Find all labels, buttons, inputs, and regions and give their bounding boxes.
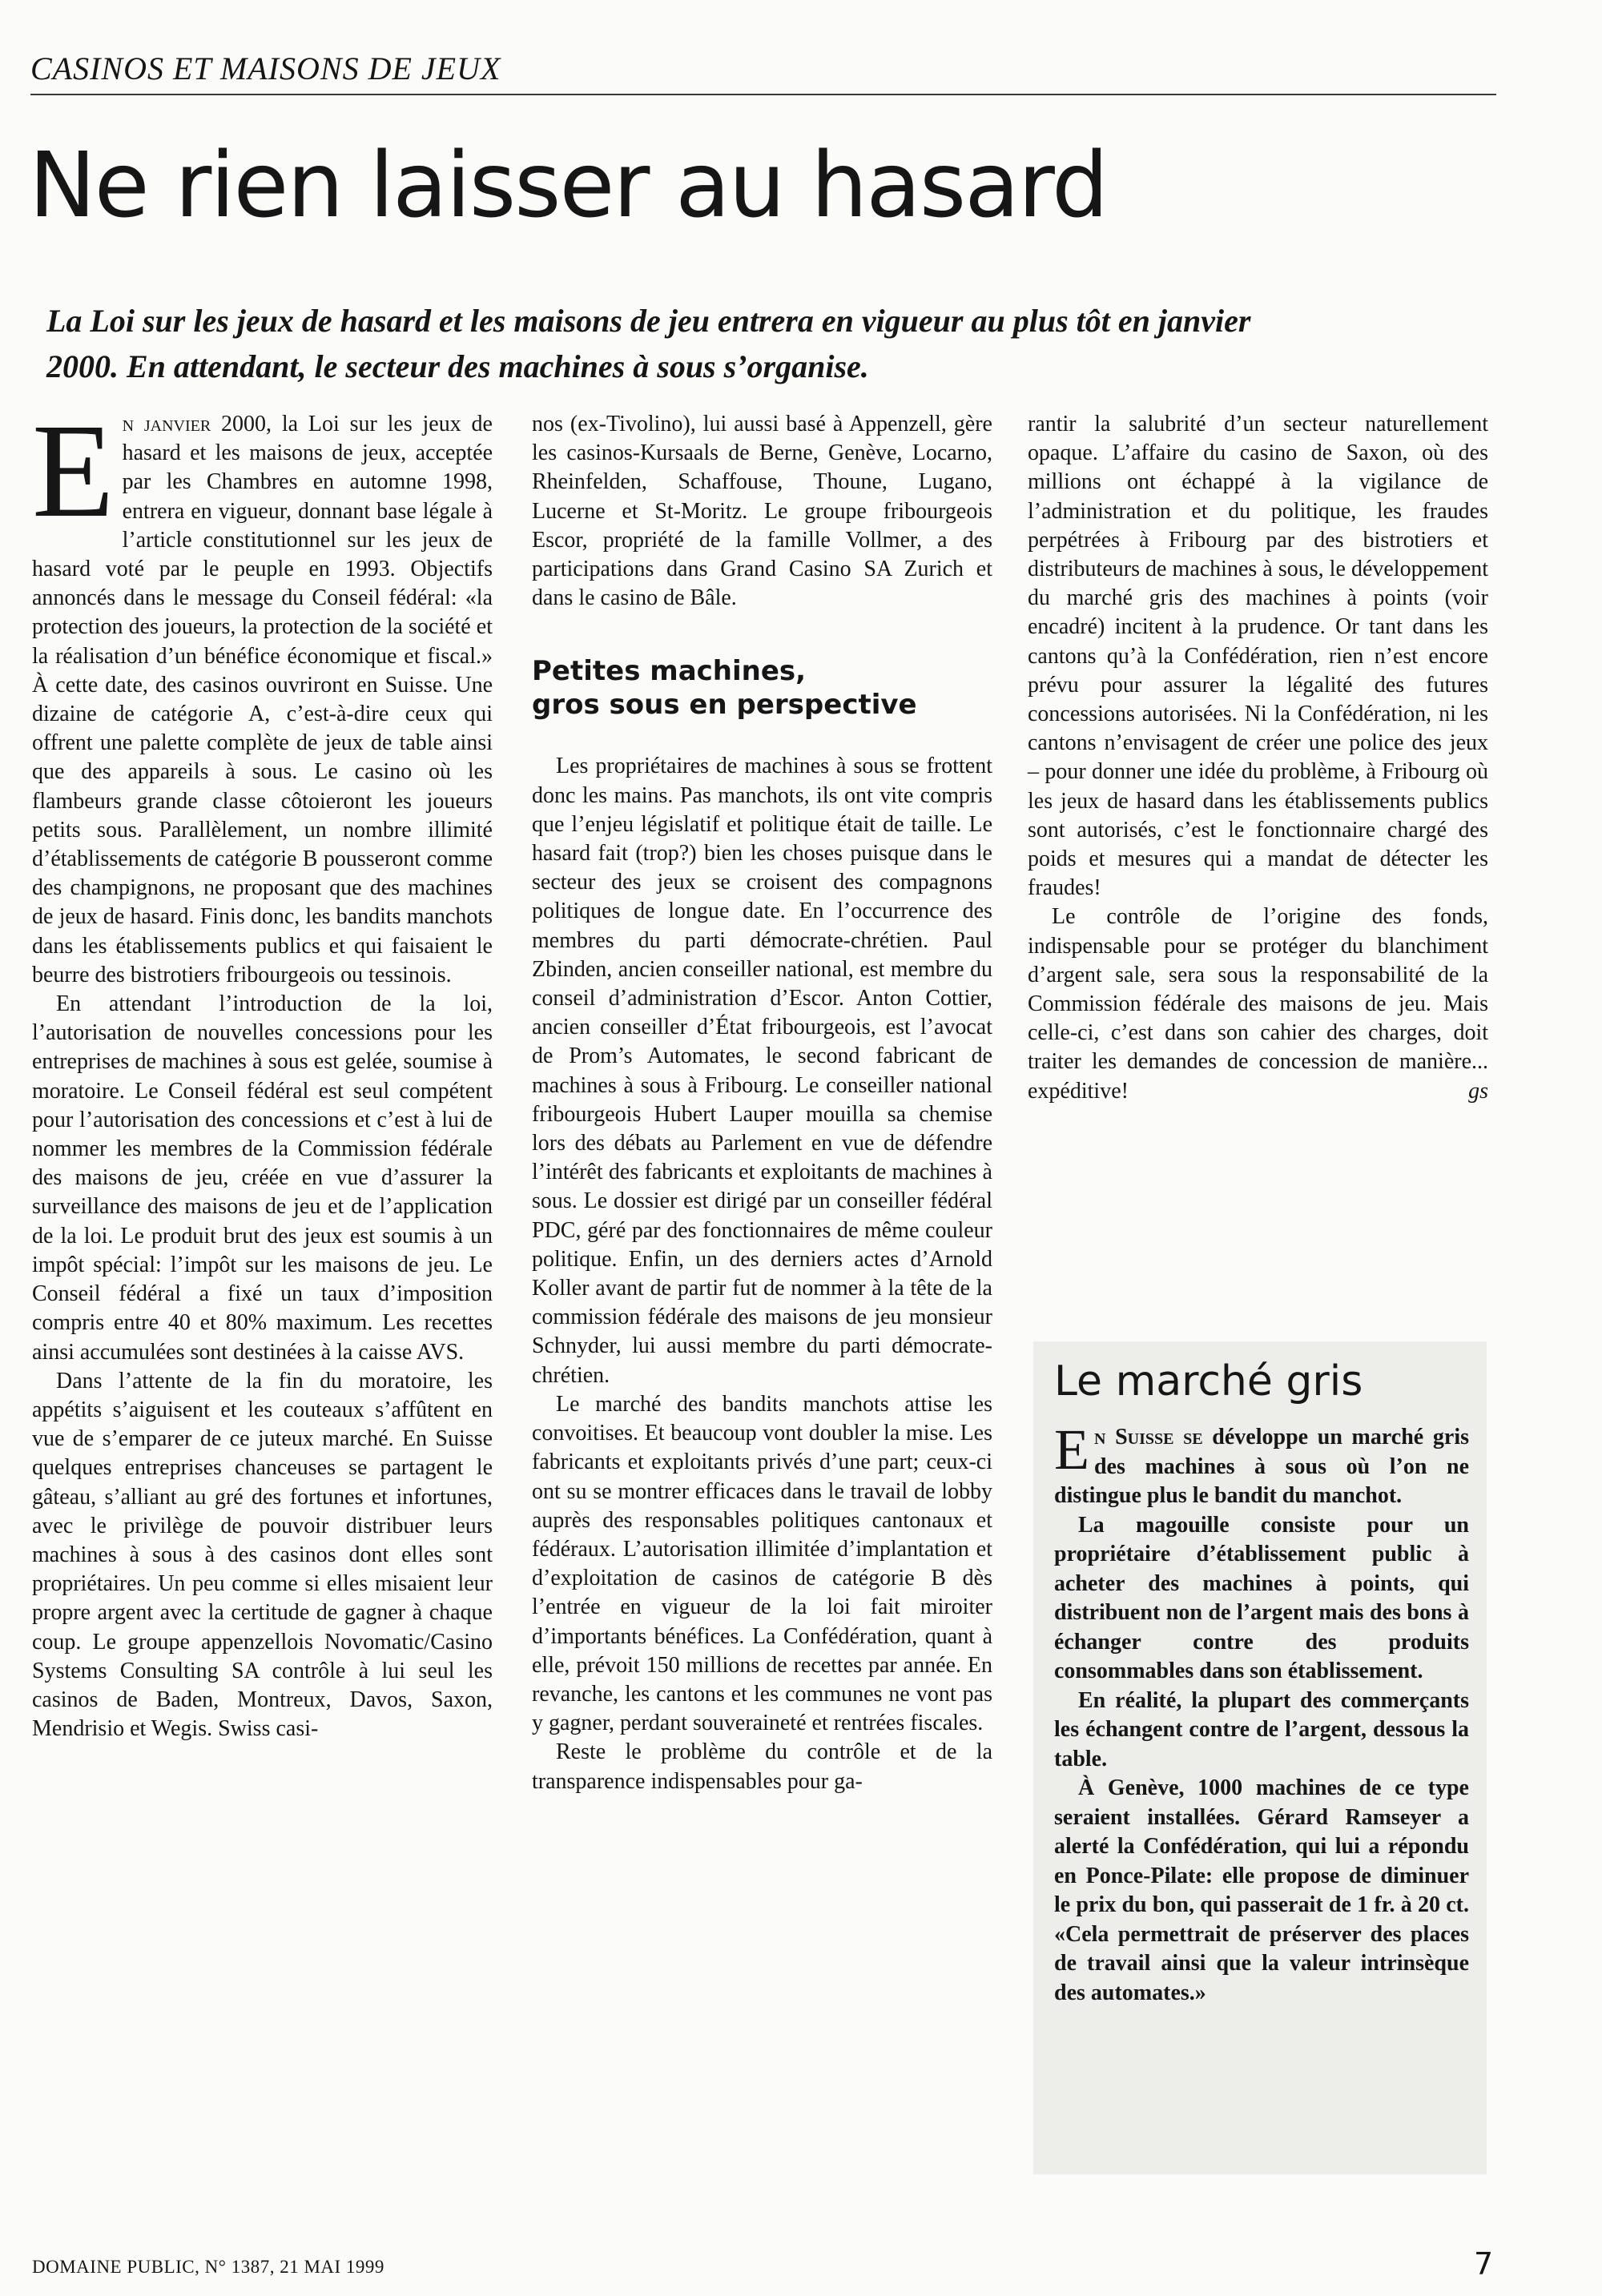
paragraph-text: Le contrôle de l’origine des fonds, indispensable pour se protéger du blanchiment d’argent sale, sera sous la responsabilité de la Commission fédérale des maisons de jeu. Mais celle-ci, c’est dans son cahier des charges, doit traiter les demandes de concession de manière... expéditive! [1028,904,1488,1104]
box-paragraph: La magouille consiste pour un propriétaire d’établissement public à acheter des machines à points, qui distribuent non de l’argent mais des bons à échanger contre des produits consommables dans son établissement. [1054,1512,1469,1683]
article-paragraph [32,396,493,990]
article-subhead [532,654,992,722]
article-paragraph: Les propriétaires de machines à sous se frottent donc les mains. Pas manchots, ils ont vite compris que l’enjeu législatif et politique était de taille. Le hasard fait (trop?) bien les choses puisque dans le secteur des jeux se croisent des compagnons politiques de longue date. En l’occurrence des membres du parti démocrate-chrétien. Paul Zbinden, ancien conseiller national, est membre du conseil d’administration d’Escor. Anton Cottier, ancien conseiller d’État fribourgeois, est l’avocat de Prom’s Automates, le second fabricant de machines à sous à Fribourg. Le conseiller national fribourgeois Hubert Lauper mouilla sa chemise lors des débats au Parlement en vue de défendre l’intérêt des fabricants et exploitants de machines à sous. Le dossier est dirigé par un conseiller fédéral PDC, géré par des fonctionnaires de même couleur politique. Enfin, un des derniers actes d’Arnold Koller avant de partir fut de nommer à la tête de la commission fédérale des maisons de jeu monsieur Schnyder, lui aussi membre du parti démocrate-chrétien. [532,754,992,1388]
article-column-1 [32,396,493,1743]
article-column-3 [1028,410,1488,1106]
article-paragraph [1028,903,1488,1105]
drop-cap: E [32,396,115,545]
paragraph-text: développe un marché gris des machines à sous où l’on ne distingue plus le bandit du manchot. [1054,1425,1470,1508]
publication-footer: DOMAINE PUBLIC, N° 1387, 21 MAI 1999 [32,2257,384,2277]
box-paragraph: En réalité, la plupart des commerçants les échangent contre de l’argent, dessous la table. [1054,1687,1469,1771]
article-headline: Ne rien laisser au hasard [29,134,1108,238]
article-paragraph: En attendant l’introduction de la loi, l’autorisation de nouvelles concessions pour les entreprises de machines à sous est gelée, soumise à moratoire. Le Conseil fédéral est seul compétent pour l’autorisation des concessions et c’est à lui de nommer les membres de la Commission fédérale des maisons de jeu, créée en vue d’assurer la surveillance des maisons de jeu et de l’application de la loi. Le produit brut des jeux est soumis à un impôt spécial: l’impôt sur les maisons de jeu. Le Conseil fédéral a fixé un taux d’imposition compris entre 40 et 80% maximum. Les recettes ainsi accumulées sont destinées à la caisse AVS. [32,991,493,1365]
box-paragraph [1054,1417,1470,1511]
article-paragraph: Le marché des bandits manchots attise les convoitises. Et beaucoup vont doubler la mise. Les fabricants et exploitants privés d’une part; ceux-ci ont su se montrer efficaces dans le travail de lobby auprès des responsables politiques cantonaux et fédéraux. L’autorisation illimitée d’implantation et d’exploitation de casinos de catégorie B dès l’entrée en vigueur de la loi fait miroiter d’importants bénéfices. La Confédération, quant à elle, prévoit 150 millions de recettes par année. En revanche, les cantons et les communes ne vont pas y gagner, perdant souveraineté et rentrées fiscales. [532,1391,992,1736]
drop-cap: E [1054,1417,1089,1482]
box-title: Le marché gris [1054,1357,1363,1405]
article-lede: La Loi sur les jeux de hasard et les maisons de jeu entrera en vigueur au plus tôt en janvier 2000. En attendant, le secteur des machines à sous s’organise. [46,303,1251,384]
article-paragraph: nos (ex-Tivolino), lui aussi basé à Appenzell, gère les casinos-Kursaals de Berne, Genève, Locarno, Rheinfelden, Schaffouse, Thoune, Lugano, Lucerne et St-Moritz. Le groupe fribourgeois Escor, propriété de la famille Vollmer, a des participations dans Grand Casino SA Zurich et dans le casino de Bâle. [532,412,992,611]
author-signature: gs [1468,1078,1488,1104]
page-number: 7 [1474,2246,1494,2282]
article-column-2 [532,410,992,1796]
article-paragraph: Reste le problème du contrôle et de la transparence indispensables pour ga- [532,1739,992,1794]
subhead-line: Petites machines, [532,655,807,688]
section-rubric: CASINOS ET MAISONS DE JEUX [30,50,1496,95]
paragraph-text: 2000, la Loi sur les jeux de hasard et les maisons de jeux, acceptée par les Chambres en automne 1998, entrera en vigueur, donnant base légale à l’article constitutionnel sur les jeux de hasard voté par le peuple en 1993. Objectifs annoncés dans le message du Conseil fédéral: «la protection des joueurs, la protection de la société et la réalisation d’un bénéfice économique et fiscal.» À cette date, des casinos ouvriront en Suisse. Une dizaine de catégorie A, c’est-à-dire ceux qui offrent une palette complète de jeux de table ainsi que des appareils à sous. Le casino où les flambeurs grande classe côtoieront les joueurs petits sous. Parallèlement, un nombre illimité d’établissements de catégorie B pousseront comme des champignons, ne proposant que des machines de jeux de hasard. Finis donc, les bandits manchots dans les établissements publics et qui faisaient le beurre des bistrotiers fribourgeois ou tessinois. [32,412,493,987]
box-body [1054,1417,1470,2008]
box-paragraph: À Genève, 1000 machines de ce type seraient installées. Gérard Ramseyer a alerté la Confédération, qui lui a répondu en Ponce-Pilate: elle propose de diminuer le prix du bon, qui passerait de 1 fr. à 20 ct. «Cela permettrait de préserver des places de travail ainsi que la valeur intrinsèque des automates.» [1054,1775,1469,2005]
lead-smallcaps: n Suisse se [1093,1425,1203,1450]
sidebar-box [1033,1341,1487,2174]
article-paragraph: Dans l’attente de la fin du moratoire, les appétits s’aiguisent et les couteaux s’affûtent en vue de s’emparer de ce juteux marché. En Suisse quelques entreprises chanceuses se partagent le gâteau, s’alliant au gré des fortunes et infortunes, avec le privilège de pouvoir distribuer leurs machines à sous à des casinos dont elles sont propriétaires. Un peu comme si elles misaient leur propre argent avec la certitude de gagner à chaque coup. Le groupe appenzellois Novomatic/Casino Systems Consulting SA contrôle à lui seul les casinos de Baden, Montreux, Davos, Saxon, Mendrisio et Wegis. Swiss casi- [32,1368,493,1742]
subhead-line: gros sous en perspective [532,689,917,722]
article-paragraph: rantir la salubrité d’un secteur naturellement opaque. L’affaire du casino de Saxon, où des millions ont échappé à la vigilance de l’administration et du politique, les fraudes perpétrées à Fribourg par des bistrotiers et distributeurs de machines à sous, le développement du marché gris des machines à points (voir encadré) incitent à la prudence. Or tant dans les cantons qu’à la Confédération, rien n’est encore prévu pour assurer la légalité des futures concessions autorisées. Ni la Confédération, ni les cantons n’envisagent de créer une police des jeux – pour donner une idée du problème, à Fribourg où les jeux de hasard dans les établissements publics sont autorisés, c’est le fonctionnaire chargé des poids et mesures qui a mandat de détecter les fraudes! [1028,412,1488,901]
lead-smallcaps: n janvier [122,412,211,436]
